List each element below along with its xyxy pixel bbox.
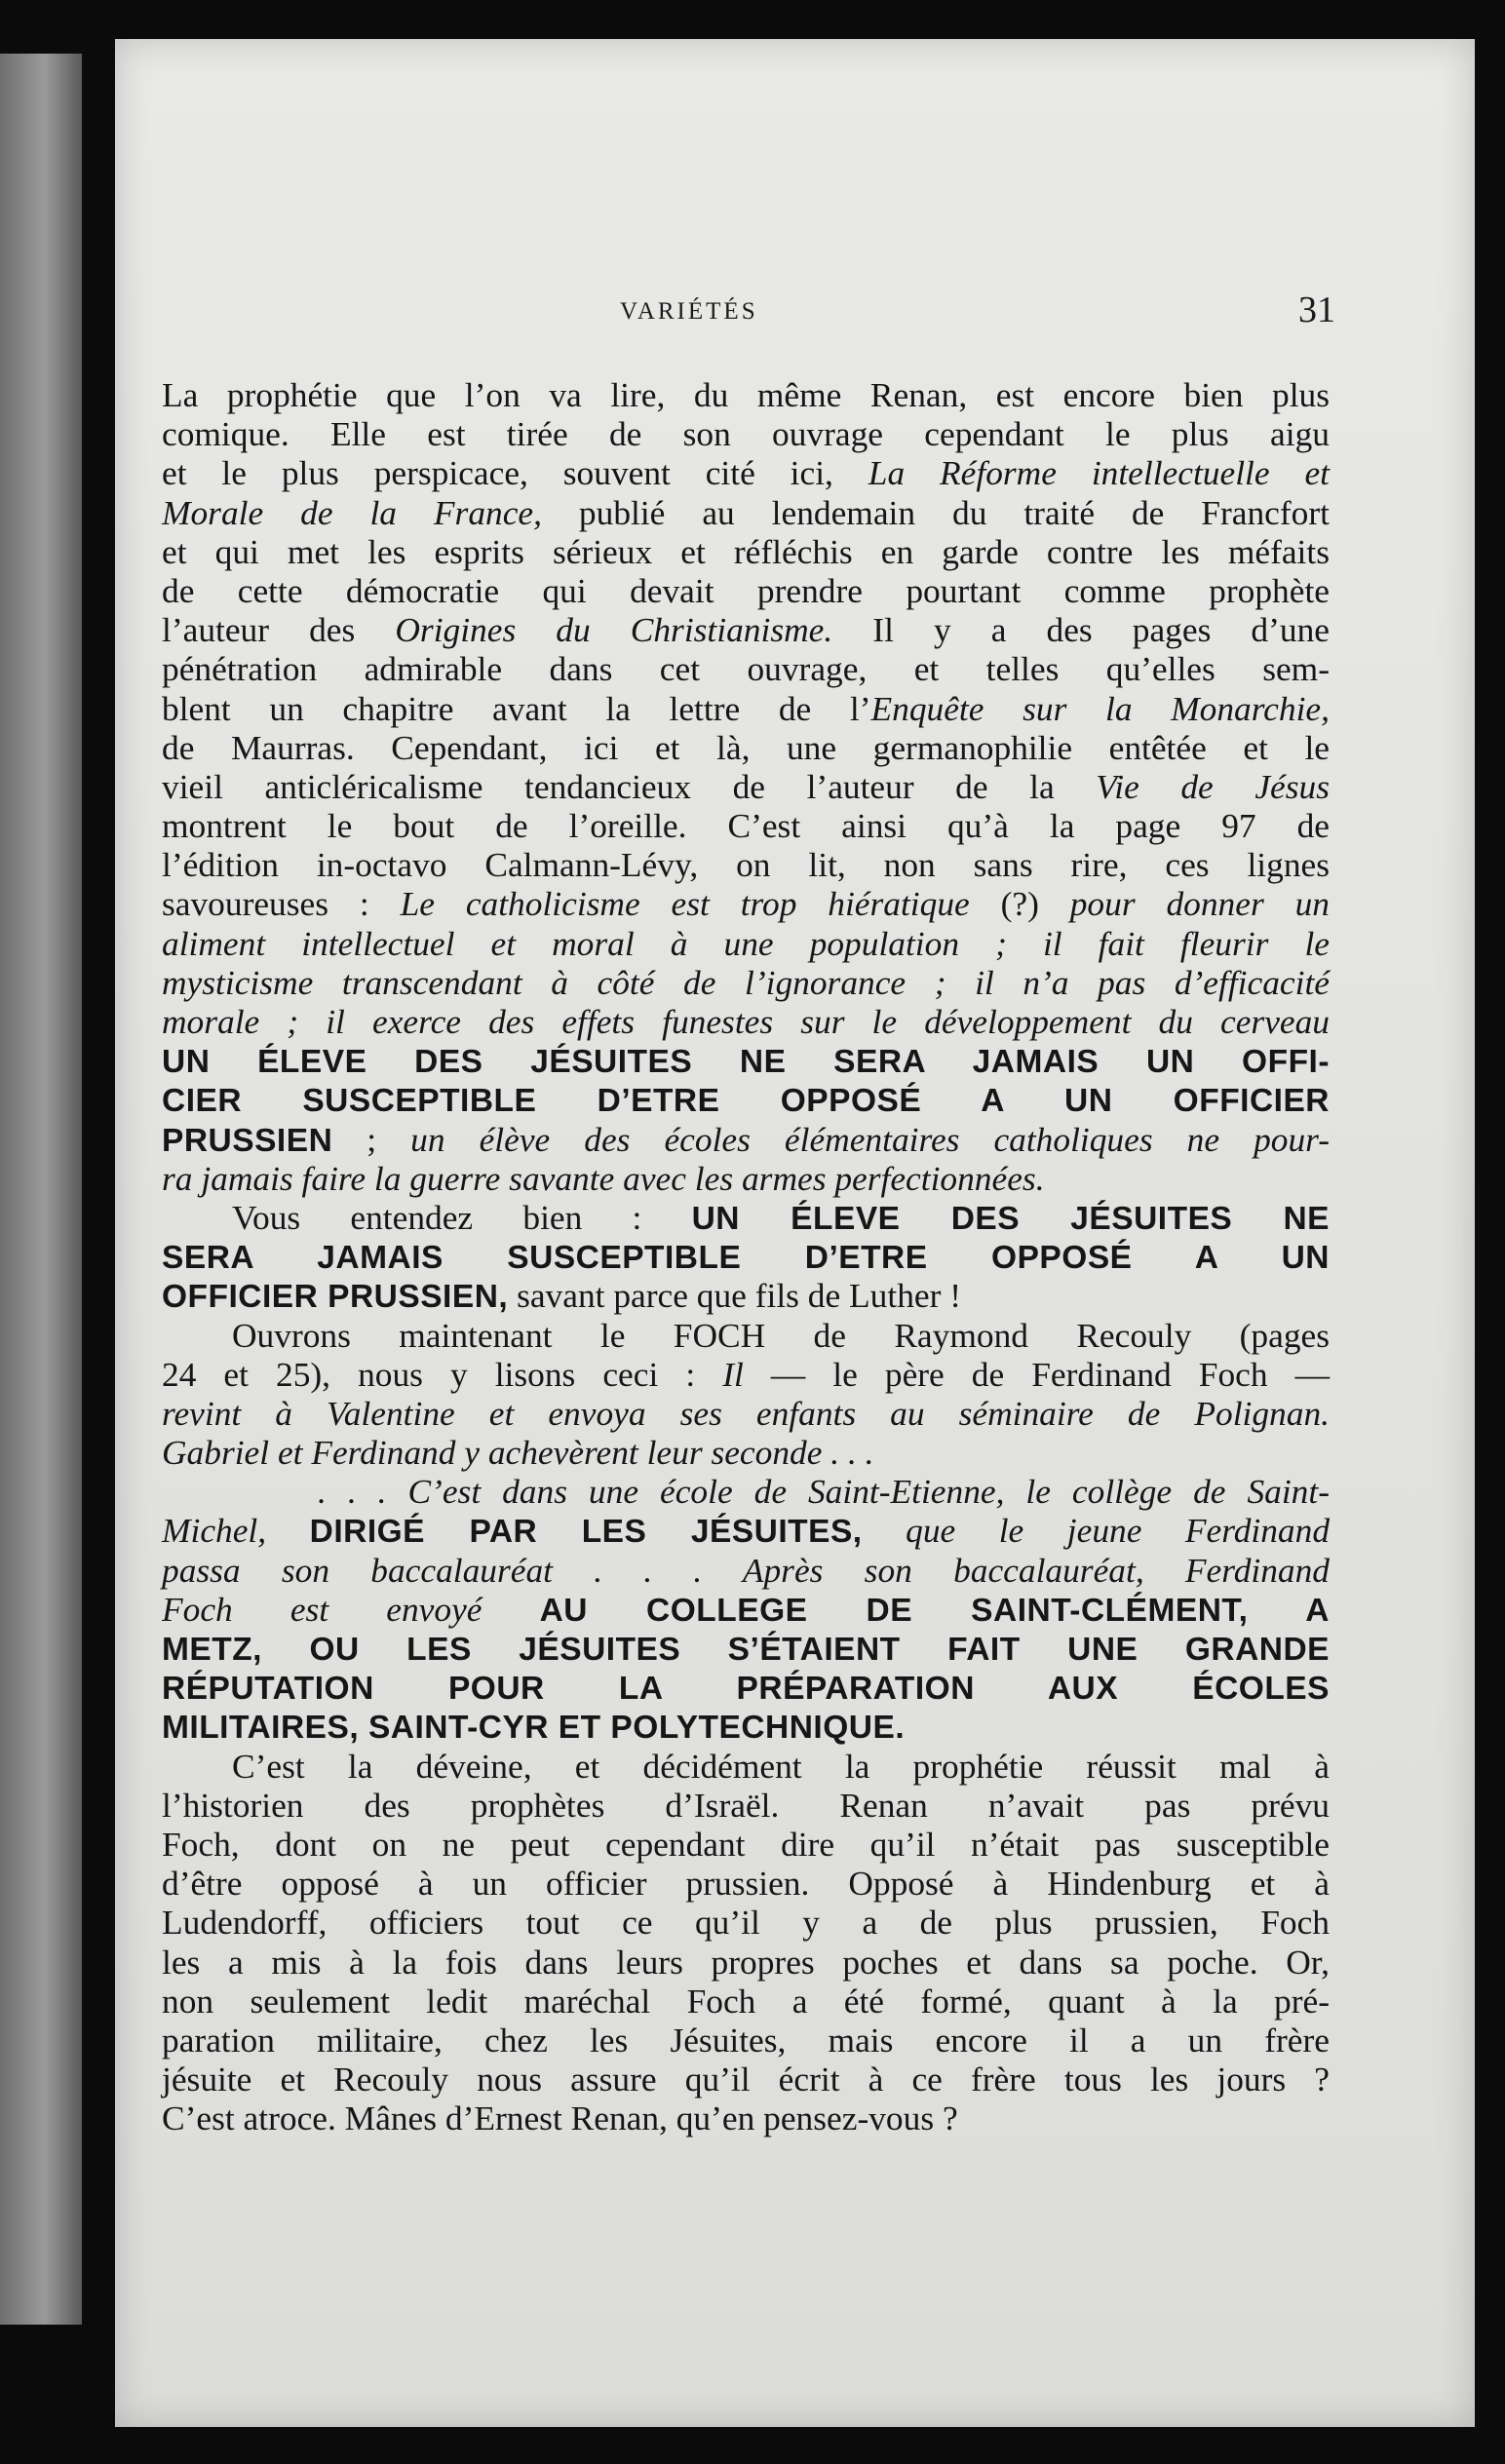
roman-text: de Maurras. Cependant, ici et là, une germanophilie entêtée et le <box>162 727 1330 767</box>
text-line <box>162 1511 1330 1550</box>
roman-text: — le père de Ferdinand Foch — <box>743 1354 1330 1394</box>
roman-text: de cette démocratie qui devait prendre pourtant comme prophète <box>162 570 1330 610</box>
previous-page-edge <box>0 54 82 2325</box>
text-line <box>162 1237 1330 1276</box>
roman-text: (?) <box>969 884 1070 924</box>
italic-text: ra jamais faire la guerre savante avec les armes perfectionnées. <box>162 1158 1045 1198</box>
roman-text: l’historien des prophètes d’Israël. Renan n’avait pas prévu <box>162 1785 1330 1825</box>
italic-text: aliment intellectuel et moral à une population ; il fait fleurir le <box>162 923 1330 963</box>
italic-text: revint à Valentine et envoya ses enfants au séminaire de Polignan. <box>162 1393 1330 1433</box>
capitalized-text: SERA JAMAIS SUSCEPTIBLE D’ETRE OPPOSÉ A UN <box>162 1240 1330 1277</box>
italic-text: . . . C’est dans une école de Saint-Etienne, le collège de Saint- <box>318 1472 1330 1512</box>
italic-text: Origines du Christianisme. <box>395 610 833 650</box>
italic-text: mysticisme transcendant à côté de l’ignorance ; il n’a pas d’efficacité <box>162 962 1330 1002</box>
text-line <box>162 1355 1330 1394</box>
roman-text: savant parce que fils de Luther ! <box>508 1276 962 1316</box>
text-line <box>162 1590 1330 1629</box>
italic-text: Morale de la France, <box>162 492 542 532</box>
capitalized-text: METZ, OU LES JÉSUITES S’ÉTAIENT FAIT UNE GRANDE <box>162 1632 1330 1668</box>
italic-text: Foch est envoyé <box>162 1589 540 1629</box>
text-line <box>162 2021 1330 2060</box>
roman-text: Foch, dont on ne peut cependant dire qu’il n’était pas susceptible <box>162 1824 1330 1864</box>
italic-text: pour donner un <box>1069 884 1330 924</box>
roman-text: savoureuses : <box>162 884 401 924</box>
roman-text: l’auteur des <box>162 610 396 650</box>
page-header <box>162 289 1505 343</box>
italic-text: Enquête sur la Monarchie, <box>870 688 1330 728</box>
text-line <box>162 728 1330 767</box>
text-line <box>162 1159 1330 1198</box>
capitalized-text: RÉPUTATION POUR LA PRÉPARATION AUX ÉCOLES <box>162 1671 1330 1708</box>
text-line <box>162 1903 1330 1942</box>
italic-text: passa son baccalauréat . . . Après son baccalauréat, Ferdinand <box>162 1550 1330 1590</box>
text-line <box>162 1472 1330 1511</box>
roman-text: Ludendorff, officiers tout ce qu’il y a de plus prussien, Foch <box>162 1903 1330 1943</box>
italic-text: Gabriel et Ferdinand y achevèrent leur seconde . . . <box>162 1433 874 1473</box>
roman-text: C’est atroce. Mânes d’Ernest Renan, qu’en pensez-vous ? <box>162 2098 958 2138</box>
text-line <box>162 1198 1330 1237</box>
capitalized-text: MILITAIRES, SAINT-CYR ET POLYTECHNIQUE. <box>162 1710 906 1747</box>
text-line <box>162 1080 1330 1119</box>
text-line <box>162 1276 1330 1315</box>
roman-text: d’être opposé à un officier prussien. Opposé à Hindenburg et à <box>162 1864 1330 1904</box>
capitalized-text: PRUSSIEN <box>162 1122 333 1159</box>
roman-text: comique. Elle est tirée de son ouvrage cependant le plus aigu <box>162 414 1330 454</box>
text-line <box>162 649 1330 688</box>
capitalized-text: UN ÉLEVE DES JÉSUITES NE <box>691 1200 1330 1237</box>
text-line <box>162 1002 1330 1041</box>
roman-text: Vous entendez bien : <box>232 1197 692 1237</box>
text-line <box>162 1786 1330 1825</box>
text-line <box>162 1041 1330 1080</box>
roman-text: montrent le bout de l’oreille. C’est ainsi qu’à la page 97 de <box>162 806 1330 846</box>
text-line <box>162 1316 1330 1355</box>
capitalized-text: OFFICIER PRUSSIEN, <box>162 1279 509 1316</box>
text-line <box>162 610 1330 649</box>
text-line <box>162 963 1330 1002</box>
text-line <box>162 375 1330 414</box>
roman-text: et le plus perspicace, souvent cité ici, <box>162 453 868 493</box>
roman-text: les a mis à la fois dans leurs propres poches et dans sa poche. Or, <box>162 1942 1330 1982</box>
roman-text: La prophétie que l’on va lire, du même Renan, est encore bien plus <box>162 375 1330 414</box>
text-line <box>162 884 1330 923</box>
text-line <box>162 414 1330 453</box>
text-line <box>162 845 1330 884</box>
italic-text: Michel, <box>162 1511 310 1551</box>
text-line <box>162 1668 1330 1707</box>
text-line <box>162 532 1330 571</box>
text-line <box>162 1747 1330 1786</box>
text-line <box>162 571 1330 610</box>
text-line <box>162 1707 1330 1746</box>
italic-text: Vie de Jésus <box>1096 766 1330 806</box>
roman-text: et qui met les esprits sérieux et réfléchis en garde contre les méfaits <box>162 531 1330 571</box>
running-title: VARIÉTÉS <box>620 298 758 325</box>
capitalized-text: AU COLLEGE DE SAINT-CLÉMENT, A <box>539 1592 1330 1629</box>
text-line <box>162 1943 1330 1982</box>
text-line <box>162 806 1330 845</box>
roman-text: non seulement ledit maréchal Foch a été formé, quant à la pré- <box>162 1981 1330 2021</box>
italic-text: Il <box>722 1354 744 1394</box>
text-line <box>162 1629 1330 1668</box>
roman-text: jésuite et Recouly nous assure qu’il écrit à ce frère tous les jours ? <box>162 2060 1330 2099</box>
text-line <box>162 767 1330 806</box>
text-line <box>162 1551 1330 1590</box>
roman-text: Il y a des pages d’une <box>832 610 1330 650</box>
roman-text: Ouvrons maintenant le FOCH de Raymond Recouly (pages <box>232 1315 1330 1355</box>
text-line <box>162 2060 1330 2098</box>
text-line <box>162 689 1330 728</box>
roman-text: blent un chapitre avant la lettre de l’ <box>162 688 871 728</box>
text-line <box>162 493 1330 532</box>
text-line <box>162 1982 1330 2021</box>
roman-text: 24 et 25), nous y lisons ceci : <box>162 1354 723 1394</box>
text-line <box>162 1825 1330 1864</box>
italic-text: Le catholicisme est trop hiératique <box>400 884 970 924</box>
roman-text: publié au lendemain du traité de Francfort <box>541 492 1330 532</box>
text-line <box>162 1433 1330 1472</box>
text-line <box>162 453 1330 492</box>
roman-text: l’édition in-octavo Calmann-Lévy, on lit, non sans rire, ces lignes <box>162 845 1330 885</box>
capitalized-text: UN ÉLEVE DES JÉSUITES NE SERA JAMAIS UN OFFI- <box>162 1044 1330 1081</box>
capitalized-text: DIRIGÉ PAR LES JÉSUITES, <box>309 1514 863 1551</box>
body-text <box>162 375 1330 2137</box>
text-line <box>162 1394 1330 1433</box>
text-line <box>162 2098 1330 2137</box>
capitalized-text: CIER SUSCEPTIBLE D’ETRE OPPOSÉ A UN OFFICIER <box>162 1083 1330 1120</box>
roman-text: C’est la déveine, et décidément la prophétie réussit mal à <box>232 1746 1330 1786</box>
roman-text: ; <box>332 1119 411 1159</box>
italic-text: morale ; il exerce des effets funestes sur le développement du cerveau <box>162 1002 1330 1041</box>
roman-text: paration militaire, chez les Jésuites, mais encore il a un frère <box>162 2020 1330 2060</box>
text-line <box>162 924 1330 963</box>
italic-text: La Réforme intellectuelle et <box>868 453 1330 493</box>
italic-text: un élève des écoles élémentaires catholiques ne pour- <box>410 1119 1330 1159</box>
page-number: 31 <box>1298 289 1335 330</box>
text-line <box>162 1120 1330 1159</box>
italic-text: que le jeune Ferdinand <box>862 1511 1331 1551</box>
roman-text: pénétration admirable dans cet ouvrage, et telles qu’elles sem- <box>162 649 1330 689</box>
text-line <box>162 1864 1330 1903</box>
roman-text: vieil anticléricalisme tendancieux de l’auteur de la <box>162 766 1097 806</box>
